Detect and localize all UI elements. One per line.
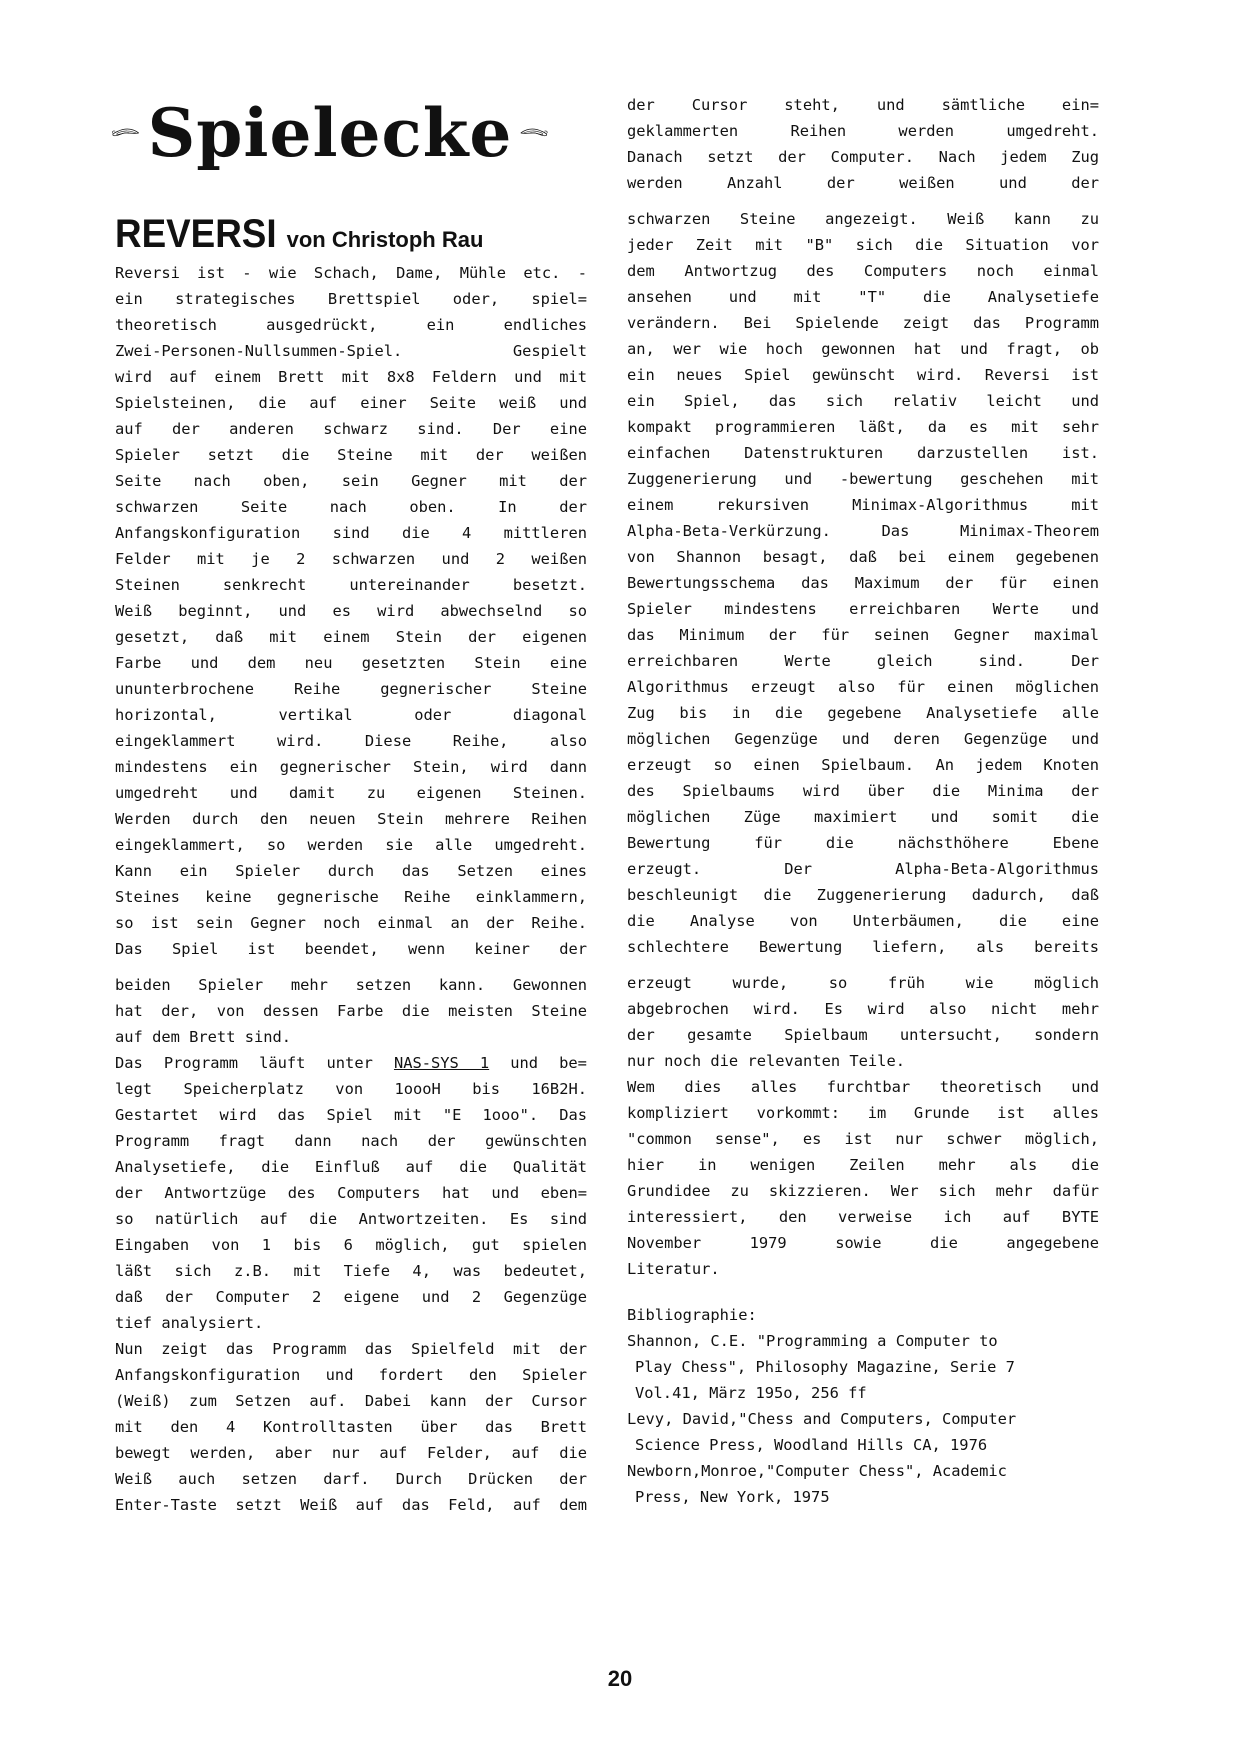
paragraph-intro <box>115 260 587 962</box>
text-line: November 1979 sowie die angegebene <box>627 1234 1099 1252</box>
text-line: Literatur. <box>627 1260 720 1278</box>
paragraph-algorithm-end <box>627 970 1099 1074</box>
text-line: schwarzen Steine angezeigt. Weiß kann zu <box>627 210 1099 228</box>
text-line: Bewertung für die nächsthöhere Ebene <box>627 834 1099 852</box>
text-line: erzeugt. Der Alpha-Beta-Algorithmus <box>627 860 1099 878</box>
text-line: dem Antwortzug des Computers noch einmal <box>627 262 1099 280</box>
text-line: Anfangskonfiguration sind die 4 mittleren <box>115 524 587 542</box>
bibliography-entry-line: Newborn,Monroe,"Computer Chess", Academic <box>627 1462 1007 1480</box>
section-masthead <box>110 88 550 178</box>
bibliography <box>627 1302 1099 1510</box>
text-line: möglichen Gegenzüge und deren Gegenzüge und <box>627 730 1099 748</box>
text-line: interessiert, den verweise ich auf BYTE <box>627 1208 1099 1226</box>
text-line: geklammerten Reihen werden umgedreht. <box>627 122 1099 140</box>
text-line: Steines keine gegnerische Reihe einklammern, <box>115 888 587 906</box>
bibliography-entry-line: Vol.41, März 195o, 256 ff <box>635 1384 867 1402</box>
text-line: daß der Computer 2 eigene und 2 Gegenzüge <box>115 1288 587 1306</box>
left-flourish-icon <box>110 118 140 148</box>
text-line: legt Speicherplatz von 1oooH bis 16B2H. <box>115 1080 587 1098</box>
text-line: schlechtere Bewertung liefern, als bereits <box>627 938 1099 956</box>
text-line: einem rekursiven Minimax-Algorithmus mit <box>627 496 1099 514</box>
text-line: Wem dies alles furchtbar theoretisch und <box>627 1078 1099 1096</box>
text-line: wird auf einem Brett mit 8x8 Feldern und mit <box>115 368 587 386</box>
text-line: mindestens ein gegnerischer Stein, wird dann <box>115 758 587 776</box>
nas-sys-reference: NAS-SYS 1 <box>393 1054 490 1072</box>
text-line: mit den 4 Kontrolltasten über das Brett <box>115 1418 587 1436</box>
text-line: kompliziert vorkommt: im Grunde ist alles <box>627 1104 1099 1122</box>
text-line: auf dem Brett sind. <box>115 1028 292 1046</box>
right-flourish-icon <box>520 118 550 148</box>
text-line: möglichen Züge maximiert und somit die <box>627 808 1099 826</box>
text-line: hat der, von dessen Farbe die meisten Steine <box>115 1002 587 1020</box>
text-line: Kann ein Spieler durch das Setzen eines <box>115 862 587 880</box>
text-line: das Minimum der für seinen Gegner maximal <box>627 626 1099 644</box>
text-line: so natürlich auf die Antwortzeiten. Es sind <box>115 1210 587 1228</box>
text-line: der gesamte Spielbaum untersucht, sondern <box>627 1026 1099 1044</box>
text-line: Bewertungsschema das Maximum der für einen <box>627 574 1099 592</box>
text-line: einfachen Datenstrukturen darzustellen ist. <box>627 444 1099 462</box>
text-line: Felder mit je 2 schwarzen und 2 weißen <box>115 550 587 568</box>
text-line: ununterbrochene Reihe gegnerischer Steine <box>115 680 587 698</box>
text-line: des Spielbaums wird über die Minima der <box>627 782 1099 800</box>
text-line: (Weiß) zum Setzen auf. Dabei kann der Cursor <box>115 1392 587 1410</box>
article-byline: von Christoph Rau <box>286 227 484 252</box>
text-line: werden Anzahl der weißen und der <box>627 174 1099 192</box>
text-line: Eingaben von 1 bis 6 möglich, gut spielen <box>115 1236 587 1254</box>
paragraph-intro-end <box>115 972 587 1050</box>
text-line: Zwei-Personen-Nullsummen-Spiel. Gespielt <box>115 342 587 360</box>
paragraph-program-first-line: Das Programm läuft unter NAS-SYS 1 und be= <box>115 1054 587 1072</box>
text-line: Reversi ist - wie Schach, Dame, Mühle etc. - <box>115 264 587 282</box>
text-line: von Shannon besagt, daß bei einem gegebenen <box>627 548 1099 566</box>
text-line: ein strategisches Brettspiel oder, spiel= <box>115 290 587 308</box>
text-line: beschleunigt die Zuggenerierung dadurch, daß <box>627 886 1099 904</box>
text-line: eingeklammert wird. Diese Reihe, also <box>115 732 587 750</box>
text-line: bewegt werden, aber nur auf Felder, auf die <box>115 1444 587 1462</box>
paragraph-gameplay <box>115 1336 587 1518</box>
text-line: umgedreht und damit zu eigenen Steinen. <box>115 784 587 802</box>
bibliography-entry-line: Science Press, Woodland Hills CA, 1976 <box>635 1436 988 1454</box>
text-line: kompakt programmieren läßt, da es mit sehr <box>627 418 1099 436</box>
text-line: tief analysiert. <box>115 1314 264 1332</box>
text-line: Programm fragt dann nach der gewünschten <box>115 1132 587 1150</box>
text-line: die Analyse von Unterbäumen, die eine <box>627 912 1099 930</box>
text-line: horizontal, vertikal oder diagonal <box>115 706 587 724</box>
left-column <box>115 260 587 1518</box>
paragraph-algorithm <box>627 206 1099 960</box>
text-line: Steinen senkrecht untereinander besetzt. <box>115 576 587 594</box>
text-line: erzeugt wurde, so früh wie möglich <box>627 974 1099 992</box>
text-line: Spielsteinen, die auf einer Seite weiß und <box>115 394 587 412</box>
text-line: beiden Spieler mehr setzen kann. Gewonnen <box>115 976 587 994</box>
paragraph-program <box>115 1050 587 1336</box>
page-number: 20 <box>607 1666 633 1691</box>
bibliography-entry-line: Shannon, C.E. "Programming a Computer to <box>627 1332 998 1350</box>
text-line: Weiß auch setzen darf. Durch Drücken der <box>115 1470 587 1488</box>
text-line: Danach setzt der Computer. Nach jedem Zug <box>627 148 1099 166</box>
paragraph-continued <box>627 92 1099 196</box>
text-line: Das Spiel ist beendet, wenn keiner der <box>115 940 587 958</box>
bibliography-entry-line: Play Chess", Philosophy Magazine, Serie 7 <box>635 1358 1015 1376</box>
text-line: Analysetiefe, die Einfluß auf die Qualität <box>115 1158 587 1176</box>
text-line: Spieler mindestens erreichbaren Werte und <box>627 600 1099 618</box>
text-line: schwarzen Seite nach oben. In der <box>115 498 587 516</box>
text-line: Gestartet wird das Spiel mit "E 1ooo". Das <box>115 1106 587 1124</box>
text-line: erreichbaren Werte gleich sind. Der <box>627 652 1099 670</box>
bibliography-entry-line: Press, New York, 1975 <box>635 1488 830 1506</box>
text-line: Enter-Taste setzt Weiß auf das Feld, auf dem <box>115 1496 587 1514</box>
bibliography-heading: Bibliographie: <box>627 1306 757 1324</box>
text-line: ein neues Spiel gewünscht wird. Reversi ist <box>627 366 1099 384</box>
text-line: so ist sein Gegner noch einmal an der Reihe. <box>115 914 587 932</box>
text-line: nur noch die relevanten Teile. <box>627 1052 905 1070</box>
text-line: läßt sich z.B. mit Tiefe 4, was bedeutet, <box>115 1262 587 1280</box>
text-line: auf der anderen schwarz sind. Der eine <box>115 420 587 438</box>
article-title: REVERSI <box>115 212 277 256</box>
text-line: erzeugt so einen Spielbaum. An jedem Knoten <box>627 756 1099 774</box>
text-line: ansehen und mit "T" die Analysetiefe <box>627 288 1099 306</box>
text-line: theoretisch ausgedrückt, ein endliches <box>115 316 587 334</box>
text-line: Zug bis in die gegebene Analysetiefe alle <box>627 704 1099 722</box>
text-line: Anfangskonfiguration und fordert den Spieler <box>115 1366 587 1384</box>
text-line: Seite nach oben, sein Gegner mit der <box>115 472 587 490</box>
paragraph-conclusion <box>627 1074 1099 1282</box>
text-line: "common sense", es ist nur schwer möglich, <box>627 1130 1099 1148</box>
text-line: Farbe und dem neu gesetzten Stein eine <box>115 654 587 672</box>
text-line: der Antwortzüge des Computers hat und eben= <box>115 1184 587 1202</box>
bibliography-entry-line: Levy, David,"Chess and Computers, Computer <box>627 1410 1017 1428</box>
text-line: der Cursor steht, und sämtliche ein= <box>627 96 1099 114</box>
text-line: Algorithmus erzeugt also für einen möglichen <box>627 678 1099 696</box>
text-line: Alpha-Beta-Verkürzung. Das Minimax-Theorem <box>627 522 1099 540</box>
text-line: verändern. Bei Spielende zeigt das Programm <box>627 314 1099 332</box>
text-line: eingeklammert, so werden sie alle umgedreht. <box>115 836 587 854</box>
text-line: hier in wenigen Zeilen mehr als die <box>627 1156 1099 1174</box>
text-line: abgebrochen wird. Es wird also nicht mehr <box>627 1000 1099 1018</box>
text-line: Zuggenerierung und -bewertung geschehen mit <box>627 470 1099 488</box>
text-line: jeder Zeit mit "B" sich die Situation vor <box>627 236 1099 254</box>
text-line: Werden durch den neuen Stein mehrere Reihen <box>115 810 587 828</box>
text-line: Weiß beginnt, und es wird abwechselnd so <box>115 602 587 620</box>
text-line: Grundidee zu skizzieren. Wer sich mehr dafür <box>627 1182 1099 1200</box>
article-headline <box>115 214 595 254</box>
right-column <box>627 92 1099 1510</box>
bibliography-list <box>627 1328 1099 1510</box>
text-line: ein Spiel, das sich relativ leicht und <box>627 392 1099 410</box>
text-line: Spieler setzt die Steine mit der weißen <box>115 446 587 464</box>
text-line: gesetzt, daß mit einem Stein der eigenen <box>115 628 587 646</box>
text-line: Nun zeigt das Programm das Spielfeld mit der <box>115 1340 587 1358</box>
masthead-title: Spielecke <box>147 94 513 172</box>
text-line: an, wer wie hoch gewonnen hat und fragt, ob <box>627 340 1099 358</box>
